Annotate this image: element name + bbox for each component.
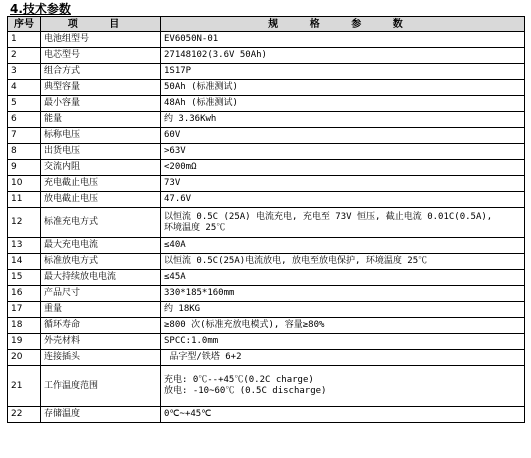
table-row xyxy=(8,254,525,270)
row-item: 重量 xyxy=(41,302,161,318)
spec-line: 充电: 0℃--+45℃(0.2C charge) xyxy=(164,375,314,385)
row-no: 20 xyxy=(8,350,41,366)
spec-line: 27148102(3.6V 50Ah) xyxy=(164,50,267,60)
spec-line: 放电: -10~60℃ (0.5C discharge) xyxy=(164,386,327,396)
row-item: 工作温度范围 xyxy=(41,366,161,407)
row-no: 5 xyxy=(8,96,41,112)
row-no: 19 xyxy=(8,334,41,350)
row-spec xyxy=(161,286,525,302)
row-item: 充电截止电压 xyxy=(41,176,161,192)
table-header-row xyxy=(8,17,525,32)
spec-line: 以恒流 0.5C (25A) 电流充电, 充电至 73V 恒压, 截止电流 0.01C(0.5A), xyxy=(164,211,493,222)
row-no: 8 xyxy=(8,144,41,160)
row-spec xyxy=(161,128,525,144)
table-row xyxy=(8,176,525,192)
row-no: 9 xyxy=(8,160,41,176)
row-no: 14 xyxy=(8,254,41,270)
table-row xyxy=(8,302,525,318)
row-spec xyxy=(161,318,525,334)
table-row xyxy=(8,318,525,334)
spec-line: 品字型/铁塔 6+2 xyxy=(164,352,242,362)
row-no: 18 xyxy=(8,318,41,334)
row-item: 组合方式 xyxy=(41,64,161,80)
row-spec xyxy=(161,176,525,192)
row-no: 12 xyxy=(8,208,41,238)
row-spec xyxy=(161,350,525,366)
row-no: 13 xyxy=(8,238,41,254)
row-spec xyxy=(161,80,525,96)
row-item: 典型容量 xyxy=(41,80,161,96)
spec-line: 48Ah (标准测试) xyxy=(164,98,238,108)
spec-line: 47.6V xyxy=(164,194,192,204)
header-spec: 规 格 参 数 xyxy=(161,17,525,32)
table-row xyxy=(8,128,525,144)
header-no: 序号 xyxy=(8,17,41,32)
spec-line: 50Ah (标准测试) xyxy=(164,82,238,92)
row-item: 最大持续放电电流 xyxy=(41,270,161,286)
row-spec xyxy=(161,32,525,48)
row-item: 出货电压 xyxy=(41,144,161,160)
spec-line: ≤40A xyxy=(164,240,186,250)
row-spec xyxy=(161,48,525,64)
row-item: 产品尺寸 xyxy=(41,286,161,302)
table-row xyxy=(8,366,525,407)
spec-line: 0℃~+45℃ xyxy=(164,409,212,419)
row-item: 最小容量 xyxy=(41,96,161,112)
row-no: 21 xyxy=(8,366,41,407)
row-item: 外壳材料 xyxy=(41,334,161,350)
spec-line: 约 3.36Kwh xyxy=(164,114,217,124)
table-row xyxy=(8,407,525,423)
spec-line: >63V xyxy=(164,146,186,156)
header-item: 项 目 xyxy=(41,17,161,32)
row-no: 15 xyxy=(8,270,41,286)
row-spec xyxy=(161,144,525,160)
row-item: 能量 xyxy=(41,112,161,128)
spec-line: <200mΩ xyxy=(164,162,197,172)
table-row xyxy=(8,144,525,160)
table-row xyxy=(8,350,525,366)
row-no: 2 xyxy=(8,48,41,64)
table-row xyxy=(8,334,525,350)
spec-line: 以恒流 0.5C(25A)电流放电, 放电至放电保护, 环境温度 25℃ xyxy=(164,256,428,266)
row-item: 标称电压 xyxy=(41,128,161,144)
table-row xyxy=(8,160,525,176)
row-item: 循环寿命 xyxy=(41,318,161,334)
row-spec xyxy=(161,302,525,318)
row-item: 最大充电电流 xyxy=(41,238,161,254)
table-row xyxy=(8,64,525,80)
row-no: 7 xyxy=(8,128,41,144)
row-no: 6 xyxy=(8,112,41,128)
row-no: 17 xyxy=(8,302,41,318)
spec-line: EV6050N-01 xyxy=(164,34,219,44)
spec-line: ≥800 次(标准充放电模式), 容量≥80% xyxy=(164,320,325,330)
row-no: 4 xyxy=(8,80,41,96)
row-no: 10 xyxy=(8,176,41,192)
spec-table xyxy=(7,16,525,423)
row-no: 22 xyxy=(8,407,41,423)
table-row xyxy=(8,96,525,112)
row-spec xyxy=(161,238,525,254)
table-row xyxy=(8,238,525,254)
row-item: 存储温度 xyxy=(41,407,161,423)
row-spec xyxy=(161,254,525,270)
row-spec xyxy=(161,192,525,208)
row-spec xyxy=(161,334,525,350)
table-row xyxy=(8,48,525,64)
spec-line: 60V xyxy=(164,130,181,140)
row-spec xyxy=(161,160,525,176)
row-item: 电芯型号 xyxy=(41,48,161,64)
row-item: 标准充电方式 xyxy=(41,208,161,238)
table-row xyxy=(8,80,525,96)
row-spec xyxy=(161,208,525,238)
row-spec xyxy=(161,96,525,112)
table-row xyxy=(8,270,525,286)
table-row xyxy=(8,112,525,128)
spec-line: 1S17P xyxy=(164,66,192,76)
section-title: 4.技术参数 xyxy=(10,2,71,16)
row-item: 连接插头 xyxy=(41,350,161,366)
row-item: 交流内阻 xyxy=(41,160,161,176)
row-spec xyxy=(161,366,525,407)
row-no: 3 xyxy=(8,64,41,80)
table-row xyxy=(8,32,525,48)
spec-line: 73V xyxy=(164,178,181,188)
row-spec xyxy=(161,270,525,286)
row-no: 11 xyxy=(8,192,41,208)
row-item: 电池组型号 xyxy=(41,32,161,48)
spec-line: SPCC:1.0mm xyxy=(164,336,219,346)
table-row xyxy=(8,286,525,302)
spec-line: 约 18KG xyxy=(164,304,201,314)
row-spec xyxy=(161,407,525,423)
table-row xyxy=(8,208,525,238)
table-row xyxy=(8,192,525,208)
row-spec xyxy=(161,64,525,80)
spec-line: ≤45A xyxy=(164,272,186,282)
row-no: 1 xyxy=(8,32,41,48)
row-spec xyxy=(161,112,525,128)
row-item: 放电截止电压 xyxy=(41,192,161,208)
row-item: 标准放电方式 xyxy=(41,254,161,270)
spec-line: 330*185*160mm xyxy=(164,288,235,298)
row-no: 16 xyxy=(8,286,41,302)
spec-line: 环境温度 25℃ xyxy=(164,222,226,233)
